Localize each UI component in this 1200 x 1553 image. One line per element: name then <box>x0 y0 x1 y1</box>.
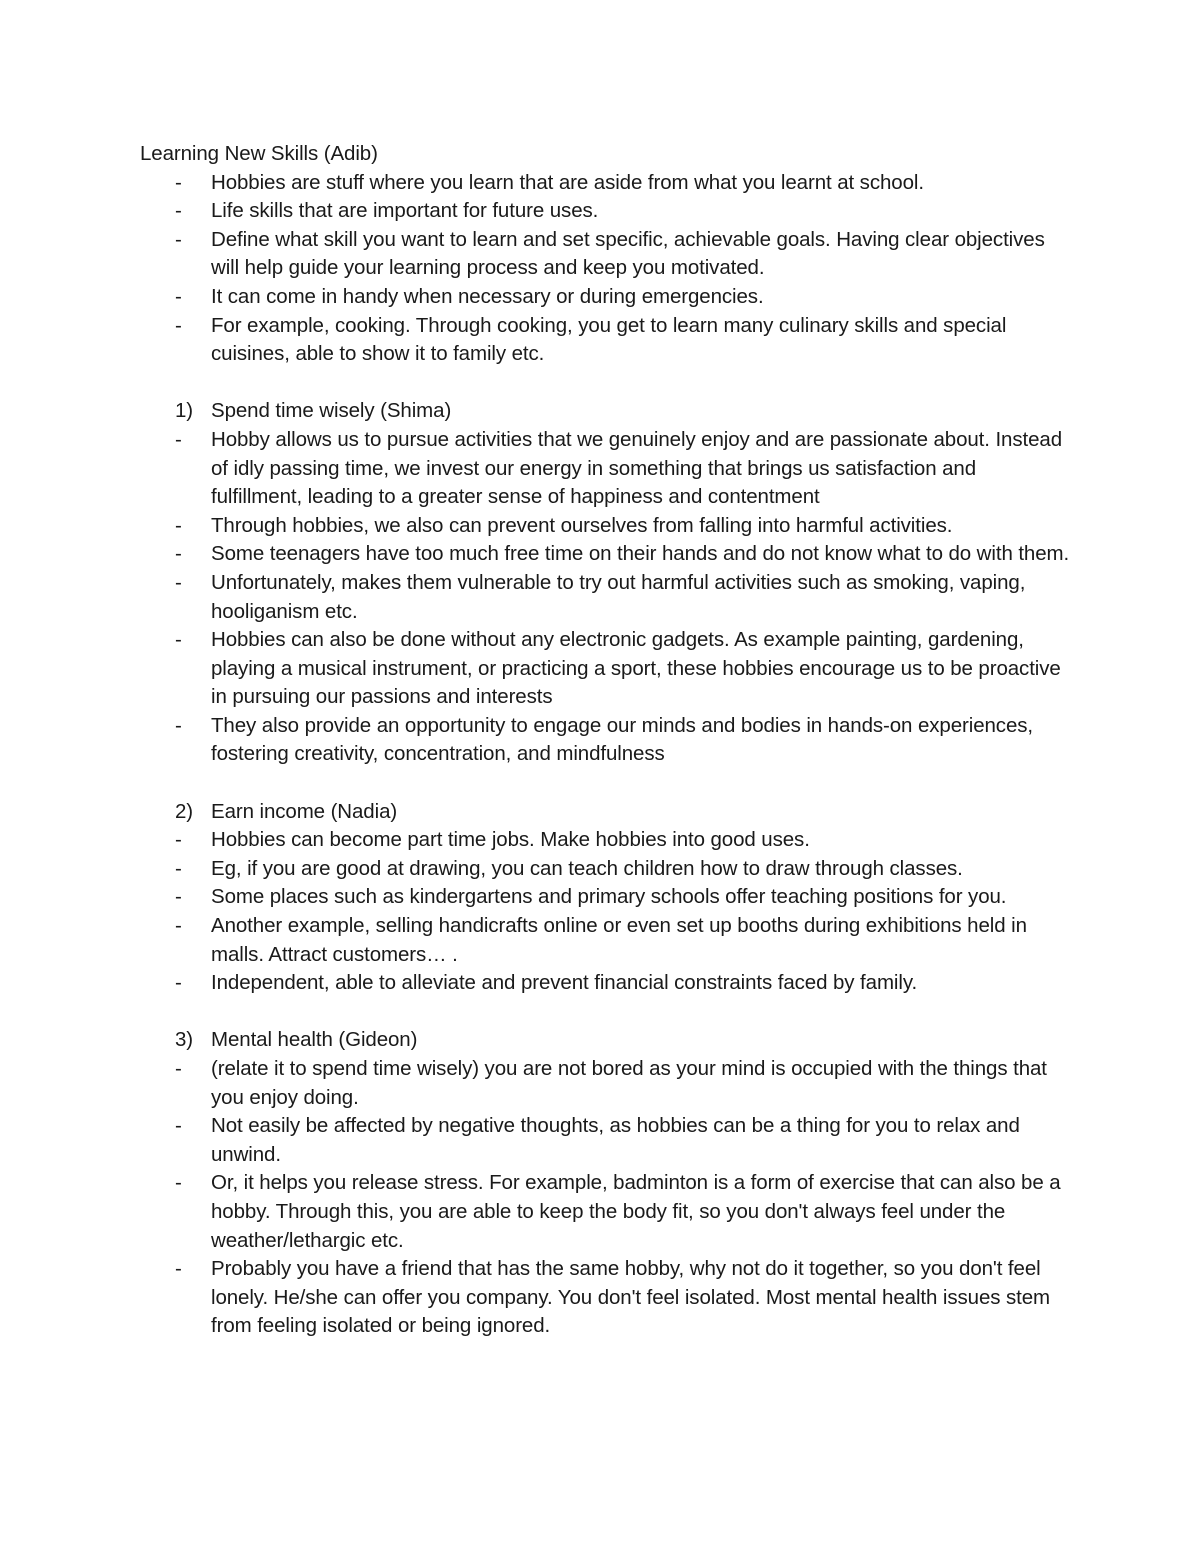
list-item <box>140 626 1070 712</box>
bullet-marker: - <box>175 427 182 451</box>
bullet-marker: - <box>175 1171 182 1195</box>
section-heading-text: Mental health (Gideon) <box>211 1028 418 1052</box>
bullet-marker: - <box>175 570 182 594</box>
bullet-text: (relate it to spend time wisely) you are not bored as your mind is occupied with the things that you enjoy doing. <box>211 1057 1047 1109</box>
bullet-text: Probably you have a friend that has the same hobby, why not do it together, so you don't feel lonely. He/she can offer you company. You don't feel isolated. Most mental health issues stem from feeling isolated or being ignored. <box>211 1257 1051 1338</box>
list-item <box>140 569 1070 626</box>
list-item <box>140 855 1070 884</box>
list-item <box>140 969 1070 998</box>
list-item <box>140 197 1070 226</box>
bullet-marker: - <box>175 227 182 251</box>
section-earn-income <box>140 798 1070 998</box>
section-number: 2) <box>175 799 194 823</box>
bullet-text: Define what skill you want to learn and set specific, achievable goals. Having clear objectives will help guide your learning process and keep you motivated. <box>211 227 1045 280</box>
document-title: Learning New Skills (Adib) <box>140 142 378 165</box>
section-heading-text: Earn income (Nadia) <box>211 799 398 823</box>
bullet-marker: - <box>175 284 182 308</box>
bullet-text: Hobbies can become part time jobs. Make hobbies into good uses. <box>211 828 810 852</box>
list-item <box>140 283 1070 312</box>
bullet-marker: - <box>175 828 182 852</box>
list-item <box>140 540 1070 569</box>
bullet-text: Independent, able to alleviate and prevent financial constraints faced by family. <box>211 971 918 995</box>
bullet-text: For example, cooking. Through cooking, you get to learn many culinary skills and special cuisines, able to show it to family etc. <box>211 313 1007 366</box>
bullet-marker: - <box>175 885 182 909</box>
bullet-marker: - <box>175 713 182 737</box>
bullet-text: They also provide an opportunity to engage our minds and bodies in hands-on experiences, fostering creativity, concentration, and mindfulness <box>211 713 1033 766</box>
bullet-text: Hobby allows us to pursue activities that we genuinely enjoy and are passionate about. Instead of idly passing time, we invest our energy in something that brings us satisfaction and fulfillment, leading to a greater sense of happiness and contentment <box>211 427 1063 509</box>
list-item <box>140 826 1070 855</box>
section-heading <box>140 1026 1070 1055</box>
section-heading-text: Spend time wisely (Shima) <box>211 399 452 423</box>
bullet-marker: - <box>175 971 182 995</box>
list-item <box>140 883 1070 912</box>
section-bullet-list <box>140 1055 1070 1341</box>
bullet-marker: - <box>175 542 182 566</box>
bullet-text: Or, it helps you release stress. For example, badminton is a form of exercise that can also be a hobby. Through this, you are able to keep the body fit, so you don't always feel under the weather/lethargic etc. <box>211 1171 1061 1252</box>
list-item <box>140 1055 1070 1112</box>
document-body <box>140 140 1070 1341</box>
bullet-marker: - <box>175 513 182 537</box>
bullet-marker: - <box>175 199 182 223</box>
bullet-marker: - <box>175 1114 182 1138</box>
bullet-text: Some teenagers have too much free time on their hands and do not know what to do with them. <box>211 542 1070 566</box>
bullet-text: Some places such as kindergartens and primary schools offer teaching positions for you. <box>211 885 1007 909</box>
bullet-text: Hobbies are stuff where you learn that are aside from what you learnt at school. <box>211 170 924 194</box>
bullet-marker: - <box>175 170 182 194</box>
bullet-marker: - <box>175 313 182 337</box>
list-item <box>140 226 1070 283</box>
section-spend-time-wisely <box>140 397 1070 769</box>
list-item <box>140 1169 1070 1255</box>
section-mental-health <box>140 1026 1070 1341</box>
bullet-marker: - <box>175 628 182 652</box>
bullet-text: Another example, selling handicrafts online or even set up booths during exhibitions held in malls. Attract customers… . <box>211 914 1027 966</box>
list-item <box>140 712 1070 769</box>
bullet-text: It can come in handy when necessary or during emergencies. <box>211 284 764 308</box>
bullet-text: Through hobbies, we also can prevent ourselves from falling into harmful activities. <box>211 513 953 537</box>
bullet-text: Unfortunately, makes them vulnerable to try out harmful activities such as smoking, vaping, hooliganism etc. <box>211 570 1026 623</box>
bullet-text: Eg, if you are good at drawing, you can teach children how to draw through classes. <box>211 856 963 880</box>
section-heading <box>140 798 1070 827</box>
bullet-marker: - <box>175 1057 182 1080</box>
bullet-text: Not easily be affected by negative thoughts, as hobbies can be a thing for you to relax and unwind. <box>211 1114 1020 1166</box>
bullet-marker: - <box>175 914 182 938</box>
section-number: 1) <box>175 399 194 423</box>
list-item <box>140 169 1070 198</box>
section-bullet-list <box>140 826 1070 998</box>
section-number: 3) <box>175 1028 194 1052</box>
section-heading <box>140 397 1070 426</box>
list-item <box>140 1255 1070 1341</box>
list-item <box>140 426 1070 512</box>
list-item <box>140 312 1070 369</box>
section-bullet-list <box>140 426 1070 769</box>
bullet-text: Life skills that are important for future uses. <box>211 199 599 223</box>
intro-bullet-list <box>140 169 1070 369</box>
bullet-marker: - <box>175 1257 182 1281</box>
list-item <box>140 912 1070 969</box>
list-item <box>140 512 1070 541</box>
list-item <box>140 1112 1070 1169</box>
bullet-marker: - <box>175 856 182 880</box>
bullet-text: Hobbies can also be done without any electronic gadgets. As example painting, gardening, playing a musical instrument, or practicing a sport, these hobbies encourage us to be proactive in pursuing our passions and interests <box>211 628 1061 709</box>
